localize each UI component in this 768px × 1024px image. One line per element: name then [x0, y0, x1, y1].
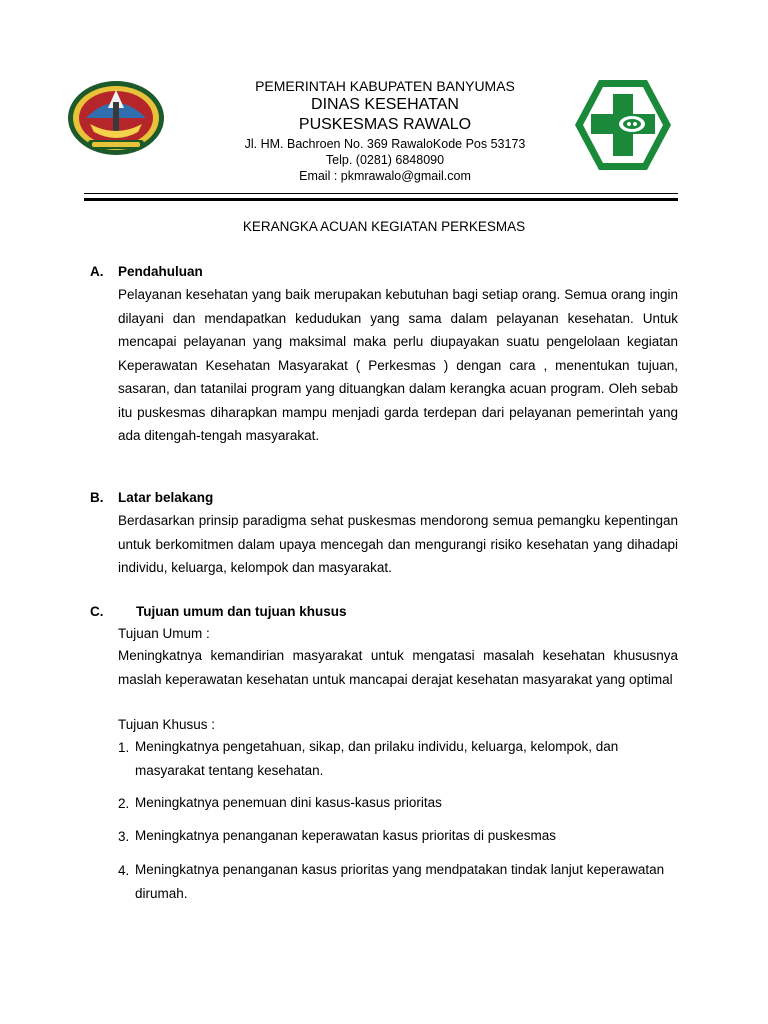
section-a-body: Pelayanan kesehatan yang baik merupakan kebutuhan bagi setiap orang. Semua orang ingin dilayani dan mendapatkan kedudukan yang sama dalam pelayanan kesehatan. Untuk mencapai pelayanan yang maksimal maka perlu diupayakan suatu pengelolaan kegiatan Keperawatan Kesehatan Masyarakat ( Perkesmas ) dengan cara , menentukan tujuan, sasaran, dan tatanilai program yang dituangkan dalam kerangka acuan program. Oleh sebab itu puskesmas diharapkan mampu menjadi garda terdepan dari pelayanan pemerintah yang ada ditengah-tengah masyarakat.: [118, 287, 678, 443]
list-item: Meningkatnya penanganan kasus prioritas yang mendpatakan tindak lanjut keperawatan dirumah.: [135, 862, 665, 901]
email: Email : pkmrawalo@gmail.com: [299, 169, 471, 183]
phone: Telp. (0281) 6848090: [325, 153, 445, 167]
agency-name: DINAS KESEHATAN: [311, 96, 459, 113]
letterhead-divider-thin: [84, 193, 678, 194]
list-item-number: 1.: [118, 740, 130, 755]
list-item: Meningkatnya penemuan dini kasus-kasus prioritas: [135, 795, 442, 810]
list-item-number: 2.: [118, 796, 130, 811]
section-c-letter: C.: [90, 604, 104, 619]
list-item: Meningkatnya penanganan keperawatan kasus prioritas di puskesmas: [135, 828, 557, 843]
list-item-number: 4.: [118, 863, 130, 878]
document-title: KERANGKA ACUAN KEGIATAN PERKESMAS: [242, 219, 526, 234]
general-objective-label: Tujuan Umum :: [118, 626, 210, 641]
section-b-letter: B.: [90, 490, 104, 505]
list-item-number: 3.: [118, 829, 130, 844]
section-b-body: Berdasarkan prinsip paradigma sehat puskesmas mendorong semua pemangku kepentingan untuk berkomitmen dalam upaya mencegah dan mengurangi risiko kesehatan yang dihadapi individu, keluarga, kelompok dan masyarakat.: [118, 513, 678, 575]
address: Jl. HM. Bachroen No. 369 RawaloKode Pos 53173: [244, 137, 526, 151]
letterhead-divider-thick: [84, 198, 678, 201]
banyumas-emblem-icon: [66, 78, 166, 158]
facility-name: PUSKESMAS RAWALO: [298, 116, 472, 133]
specific-objective-label: Tujuan Khusus :: [118, 717, 216, 732]
list-item: Meningkatnya pengetahuan, sikap, dan prilaku individu, keluarga, kelompok, dan masyarakat tentang kesehatan.: [135, 739, 619, 778]
section-c-title: Tujuan umum dan tujuan khusus: [136, 604, 347, 619]
section-a-title: Pendahuluan: [118, 264, 203, 279]
general-objective-body: Meningkatnya kemandirian masyarakat untuk mengatasi masalah kesehatan khususnya maslah keperawatan kesehatan untuk mancapai derajat kesehatan masyarakat yang optimal: [118, 648, 678, 687]
section-a-letter: A.: [90, 264, 104, 279]
section-b-title: Latar belakang: [118, 490, 214, 505]
government-name: PEMERINTAH KABUPATEN BANYUMAS: [255, 78, 515, 94]
